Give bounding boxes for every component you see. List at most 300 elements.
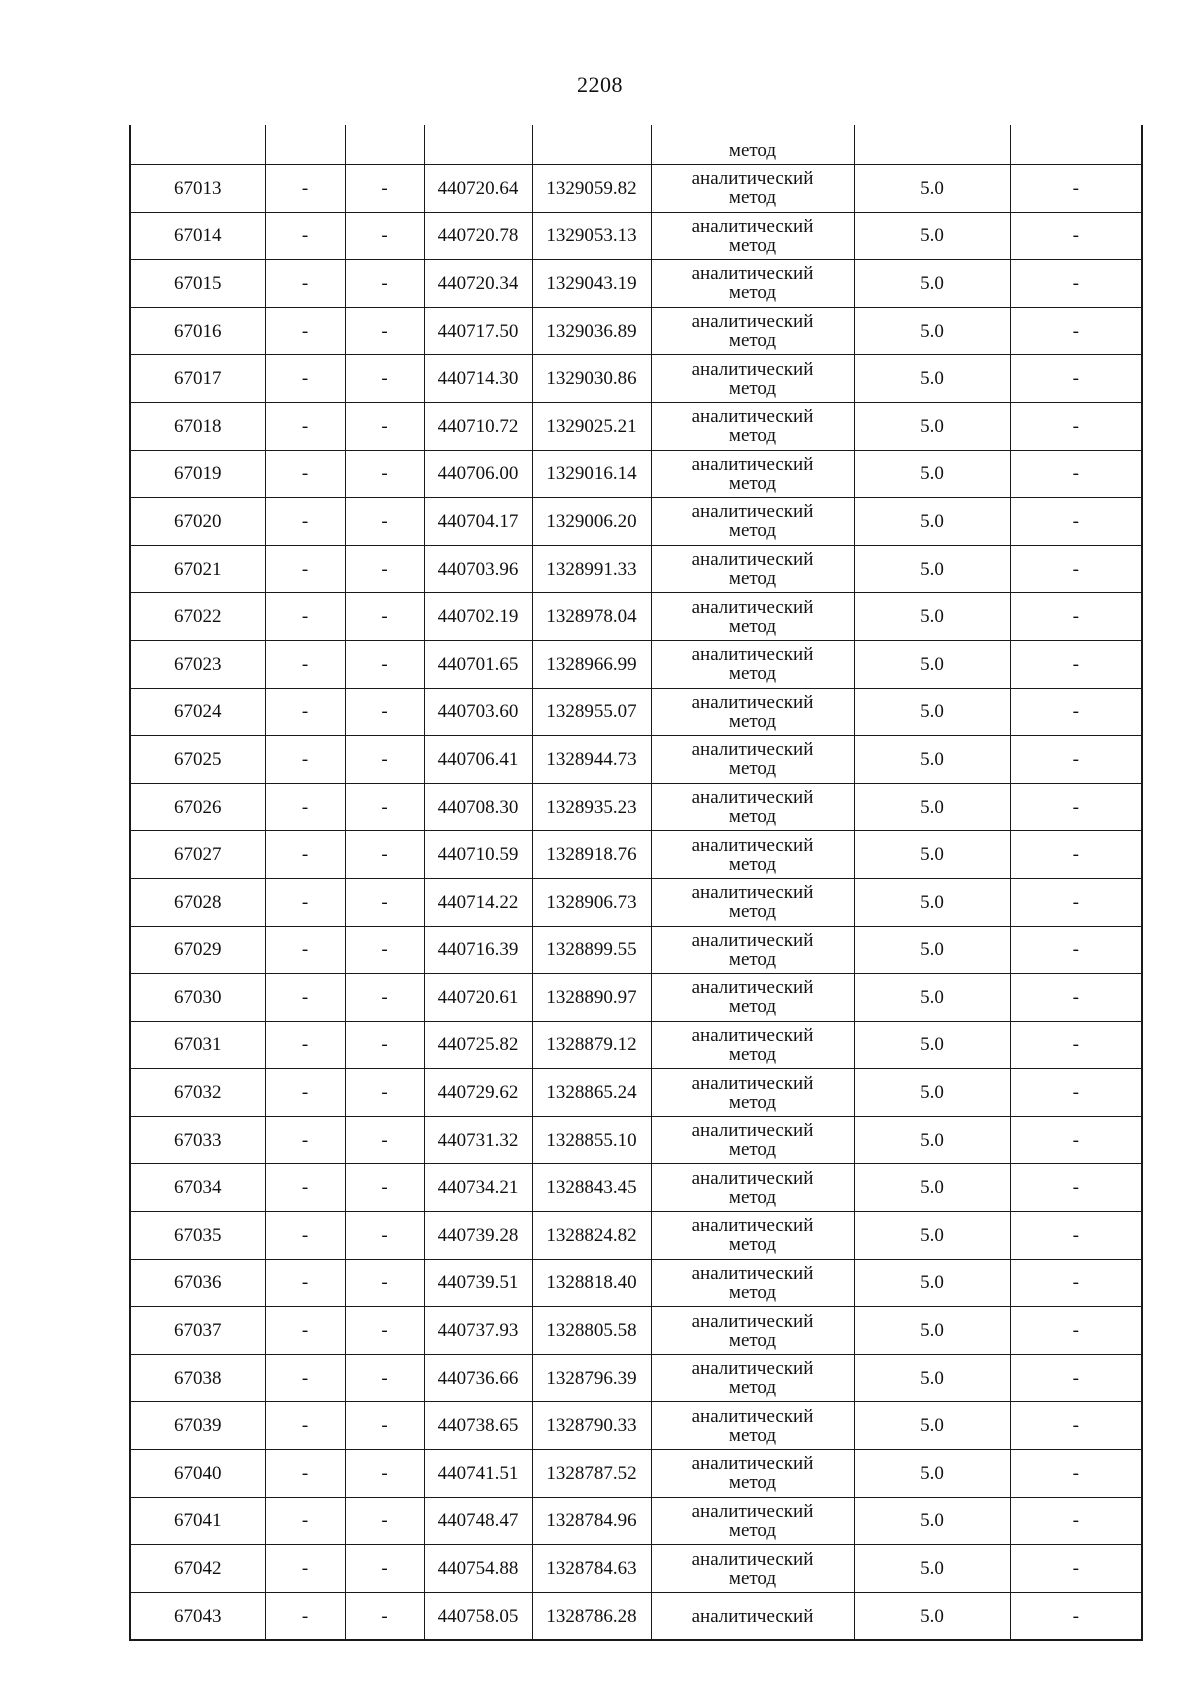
method-line-2: метод <box>728 520 777 542</box>
col2-cell: - <box>265 831 345 879</box>
accuracy-cell: 5.0 <box>854 878 1010 926</box>
col2-cell: - <box>265 1307 345 1355</box>
y-coordinate-cell: 1329059.82 <box>532 165 651 213</box>
method-cell <box>651 688 854 736</box>
y-coordinate-cell: 1328843.45 <box>532 1164 651 1212</box>
x-coordinate-cell: 440748.47 <box>424 1497 532 1545</box>
method-cell <box>651 450 854 498</box>
point-id-cell: 67039 <box>130 1402 265 1450</box>
col8-cell: - <box>1010 1354 1142 1402</box>
method-line-1: аналитический <box>691 168 814 190</box>
table-row <box>130 1164 1142 1212</box>
method-cell <box>651 498 854 546</box>
method-cell <box>651 1116 854 1164</box>
method-cell <box>651 1212 854 1260</box>
table-row <box>130 545 1142 593</box>
method-cell <box>651 1545 854 1593</box>
table-row <box>130 974 1142 1022</box>
table-row <box>130 450 1142 498</box>
table-row <box>130 688 1142 736</box>
y-coordinate-cell: 1328786.28 <box>532 1592 651 1640</box>
table-row <box>130 1497 1142 1545</box>
point-id-cell: 67013 <box>130 165 265 213</box>
point-id-cell: 67019 <box>130 450 265 498</box>
method-cell <box>651 355 854 403</box>
x-coordinate-cell: 440710.72 <box>424 402 532 450</box>
method-line-2: метод <box>728 1234 777 1256</box>
col2-cell: - <box>265 307 345 355</box>
method-line-2: метод <box>728 806 777 828</box>
method-cell <box>651 831 854 879</box>
y-coordinate-cell: 1328818.40 <box>532 1259 651 1307</box>
col3-cell: - <box>345 355 424 403</box>
col8-cell: - <box>1010 498 1142 546</box>
col2-cell: - <box>265 165 345 213</box>
x-coordinate-cell: 440714.30 <box>424 355 532 403</box>
col8-cell: - <box>1010 926 1142 974</box>
accuracy-cell: 5.0 <box>854 1450 1010 1498</box>
point-id-cell: 67032 <box>130 1069 265 1117</box>
point-id-cell: 67022 <box>130 593 265 641</box>
col2-cell: - <box>265 1116 345 1164</box>
col3-cell: - <box>345 1354 424 1402</box>
y-coordinate-cell: 1328784.63 <box>532 1545 651 1593</box>
col2-cell: - <box>265 593 345 641</box>
col8-cell: - <box>1010 1450 1142 1498</box>
method-line-2: метод <box>728 282 777 304</box>
col3-cell: - <box>345 1402 424 1450</box>
x-coordinate-cell: 440703.96 <box>424 545 532 593</box>
method-line-1: аналитический <box>691 1120 814 1142</box>
method-line-2: метод <box>728 758 777 780</box>
table-row <box>130 307 1142 355</box>
col2-cell: - <box>265 1212 345 1260</box>
col2-cell: - <box>265 1545 345 1593</box>
x-coordinate-cell: 440754.88 <box>424 1545 532 1593</box>
col3-cell: - <box>345 1592 424 1640</box>
point-id-cell: 67030 <box>130 974 265 1022</box>
col3-cell: - <box>345 1212 424 1260</box>
col2-cell: - <box>265 736 345 784</box>
point-id-cell: 67014 <box>130 212 265 260</box>
col8-cell: - <box>1010 1402 1142 1450</box>
col2-cell: - <box>265 974 345 1022</box>
accuracy-cell: 5.0 <box>854 165 1010 213</box>
page-number: 2208 <box>577 72 623 97</box>
y-coordinate-cell: 1329025.21 <box>532 402 651 450</box>
accuracy-cell: 5.0 <box>854 783 1010 831</box>
table-row <box>130 212 1142 260</box>
method-line-2: метод <box>728 996 777 1018</box>
col2-cell: - <box>265 402 345 450</box>
point-id-cell: 67031 <box>130 1021 265 1069</box>
method-line-1: аналитический <box>691 1024 814 1046</box>
method-line-1: аналитический <box>691 215 814 237</box>
col8-cell: - <box>1010 783 1142 831</box>
accuracy-cell: 5.0 <box>854 974 1010 1022</box>
table-row <box>130 878 1142 926</box>
point-id-cell: 67020 <box>130 498 265 546</box>
method-line-1: аналитический <box>691 1500 814 1522</box>
accuracy-cell: 5.0 <box>854 260 1010 308</box>
col3-cell: - <box>345 878 424 926</box>
table-row <box>130 736 1142 784</box>
method-cell <box>651 1592 854 1640</box>
point-id-cell: 67040 <box>130 1450 265 1498</box>
col2-cell: - <box>265 1497 345 1545</box>
method-line-2: метод <box>728 1472 777 1494</box>
col2-cell: - <box>265 878 345 926</box>
table-row <box>130 593 1142 641</box>
y-coordinate-cell: 1328790.33 <box>532 1402 651 1450</box>
table-row <box>130 1021 1142 1069</box>
method-cell <box>651 593 854 641</box>
method-line-2: метод <box>728 1139 777 1161</box>
point-id-cell: 67026 <box>130 783 265 831</box>
x-coordinate-cell: 440739.51 <box>424 1259 532 1307</box>
method-line-2: метод <box>728 1043 777 1065</box>
method-line-2: метод <box>728 615 777 637</box>
col2-cell: - <box>265 1021 345 1069</box>
point-id-cell: 67015 <box>130 260 265 308</box>
table-row <box>130 1402 1142 1450</box>
accuracy-cell: 5.0 <box>854 1069 1010 1117</box>
accuracy-cell: 5.0 <box>854 640 1010 688</box>
point-id-cell: 67025 <box>130 736 265 784</box>
y-coordinate-cell: 1328966.99 <box>532 640 651 688</box>
col3-cell: - <box>345 260 424 308</box>
col8-cell: - <box>1010 165 1142 213</box>
col8-cell: - <box>1010 1069 1142 1117</box>
method-line-1: аналитический <box>691 882 814 904</box>
point-id-cell: 67037 <box>130 1307 265 1355</box>
method-cell <box>651 402 854 450</box>
table-row <box>130 1545 1142 1593</box>
x-coordinate-cell: 440741.51 <box>424 1450 532 1498</box>
method-line-2: метод <box>728 948 777 970</box>
point-id-cell: 67024 <box>130 688 265 736</box>
point-id-cell: 67036 <box>130 1259 265 1307</box>
y-coordinate-cell: 1328865.24 <box>532 1069 651 1117</box>
accuracy-cell: 5.0 <box>854 498 1010 546</box>
x-coordinate-cell: 440738.65 <box>424 1402 532 1450</box>
accuracy-cell: 5.0 <box>854 1545 1010 1593</box>
col8-cell: - <box>1010 212 1142 260</box>
col2-cell: - <box>265 1164 345 1212</box>
col3-cell: - <box>345 1259 424 1307</box>
accuracy-cell: 5.0 <box>854 1116 1010 1164</box>
table-row <box>130 498 1142 546</box>
method-line-2: метод <box>728 234 777 256</box>
x-coordinate-cell: 440729.62 <box>424 1069 532 1117</box>
y-coordinate-cell: 1328906.73 <box>532 878 651 926</box>
accuracy-cell: 5.0 <box>854 212 1010 260</box>
x-coordinate-cell: 440702.19 <box>424 593 532 641</box>
x-coordinate-cell: 440758.05 <box>424 1592 532 1640</box>
method-cell <box>651 783 854 831</box>
x-coordinate-cell: 440706.41 <box>424 736 532 784</box>
table-row <box>130 926 1142 974</box>
method-line-1: аналитический <box>691 1358 814 1380</box>
accuracy-cell: 5.0 <box>854 1212 1010 1260</box>
method-cell <box>651 640 854 688</box>
method-line-2: метод <box>728 568 777 590</box>
col8-cell: - <box>1010 450 1142 498</box>
x-coordinate-cell: 440706.00 <box>424 450 532 498</box>
accuracy-cell: 5.0 <box>854 307 1010 355</box>
col3-cell: - <box>345 165 424 213</box>
col3-cell: - <box>345 1021 424 1069</box>
col8-cell: - <box>1010 1164 1142 1212</box>
col8-cell: - <box>1010 1259 1142 1307</box>
method-cell <box>651 1259 854 1307</box>
accuracy-cell: 5.0 <box>854 1402 1010 1450</box>
method-line-2: метод <box>728 853 777 875</box>
x-coordinate-cell: 440737.93 <box>424 1307 532 1355</box>
col2-cell: - <box>265 1402 345 1450</box>
accuracy-cell: 5.0 <box>854 1354 1010 1402</box>
x-coordinate-cell: 440701.65 <box>424 640 532 688</box>
x-coordinate-cell: 440717.50 <box>424 307 532 355</box>
col8-cell: - <box>1010 736 1142 784</box>
y-coordinate-cell: 1329016.14 <box>532 450 651 498</box>
col2-cell: - <box>265 783 345 831</box>
method-line-1: аналитический <box>691 1310 814 1332</box>
method-line-1: аналитический <box>691 1605 814 1627</box>
col8-cell: - <box>1010 260 1142 308</box>
y-coordinate-cell: 1328879.12 <box>532 1021 651 1069</box>
accuracy-cell: 5.0 <box>854 1497 1010 1545</box>
col8-cell: - <box>1010 1497 1142 1545</box>
point-id-cell: 67027 <box>130 831 265 879</box>
x-coordinate-cell: 440720.34 <box>424 260 532 308</box>
col8-cell: - <box>1010 1116 1142 1164</box>
col8-cell: - <box>1010 1307 1142 1355</box>
col2-cell: - <box>265 688 345 736</box>
col8-cell: - <box>1010 1545 1142 1593</box>
table-row <box>130 1450 1142 1498</box>
col3-cell: - <box>345 783 424 831</box>
method-line-1: аналитический <box>691 787 814 809</box>
col8-cell: - <box>1010 545 1142 593</box>
col3-cell: - <box>345 498 424 546</box>
method-line-2: метод <box>728 710 777 732</box>
col2-cell: - <box>265 1259 345 1307</box>
method-cell <box>651 260 854 308</box>
y-coordinate-cell: 1328935.23 <box>532 783 651 831</box>
x-coordinate-cell: 440716.39 <box>424 926 532 974</box>
method-line-1: аналитический <box>691 1072 814 1094</box>
accuracy-cell: 5.0 <box>854 593 1010 641</box>
method-line-2: метод <box>728 330 777 352</box>
col8-cell: - <box>1010 831 1142 879</box>
accuracy-cell: 5.0 <box>854 736 1010 784</box>
method-line-2: метод <box>728 425 777 447</box>
x-coordinate-cell: 440736.66 <box>424 1354 532 1402</box>
col3-cell: - <box>345 593 424 641</box>
y-coordinate-cell: 1329043.19 <box>532 260 651 308</box>
col2-cell: - <box>265 545 345 593</box>
col3-cell: - <box>345 974 424 1022</box>
y-coordinate-cell: 1328899.55 <box>532 926 651 974</box>
col3-cell: - <box>345 1450 424 1498</box>
point-id-cell: 67016 <box>130 307 265 355</box>
method-line-1: аналитический <box>691 644 814 666</box>
method-line-1: аналитический <box>691 834 814 856</box>
col2-cell: - <box>265 498 345 546</box>
table-row <box>130 1116 1142 1164</box>
point-id-cell: 67028 <box>130 878 265 926</box>
point-id-cell: 67017 <box>130 355 265 403</box>
method-line-1: аналитический <box>691 1262 814 1284</box>
method-line-2: метод <box>728 901 777 923</box>
col8-cell: - <box>1010 402 1142 450</box>
point-id-cell: 67018 <box>130 402 265 450</box>
y-coordinate-cell: 1328784.96 <box>532 1497 651 1545</box>
col3-cell: - <box>345 212 424 260</box>
y-coordinate-cell: 1328787.52 <box>532 1450 651 1498</box>
col2-cell: - <box>265 355 345 403</box>
table-row <box>130 402 1142 450</box>
x-coordinate-cell: 440720.64 <box>424 165 532 213</box>
col8-cell: - <box>1010 640 1142 688</box>
table-row <box>130 831 1142 879</box>
y-coordinate-cell: 1329006.20 <box>532 498 651 546</box>
method-cell <box>651 307 854 355</box>
method-line-2: метод <box>728 1091 777 1113</box>
table-row <box>130 1212 1142 1260</box>
method-line-1: аналитический <box>691 1167 814 1189</box>
y-coordinate-cell: 1328796.39 <box>532 1354 651 1402</box>
x-coordinate-cell: 440720.61 <box>424 974 532 1022</box>
point-id-cell: 67034 <box>130 1164 265 1212</box>
method-line-1: аналитический <box>691 1548 814 1570</box>
method-cell <box>651 878 854 926</box>
method-line-2: метод <box>728 187 777 209</box>
col3-cell: - <box>345 307 424 355</box>
method-line-1: аналитический <box>691 929 814 951</box>
col3-cell: - <box>345 1545 424 1593</box>
point-id-cell: 67033 <box>130 1116 265 1164</box>
point-id-cell: 67043 <box>130 1592 265 1640</box>
x-coordinate-cell: 440731.32 <box>424 1116 532 1164</box>
method-cell <box>651 1402 854 1450</box>
y-coordinate-cell: 1328824.82 <box>532 1212 651 1260</box>
y-coordinate-cell: 1328890.97 <box>532 974 651 1022</box>
point-id-cell: 67023 <box>130 640 265 688</box>
method-line-1: аналитический <box>691 739 814 761</box>
col8-cell: - <box>1010 688 1142 736</box>
col2-cell: - <box>265 450 345 498</box>
method-cell: метод <box>651 125 854 165</box>
col2-cell: - <box>265 1069 345 1117</box>
col3-cell: - <box>345 402 424 450</box>
table-row <box>130 1354 1142 1402</box>
x-coordinate-cell: 440725.82 <box>424 1021 532 1069</box>
method-line-2: метод <box>728 663 777 685</box>
table-row <box>130 783 1142 831</box>
method-line-2: метод <box>728 1567 777 1589</box>
point-id-cell: 67038 <box>130 1354 265 1402</box>
col2-cell: - <box>265 926 345 974</box>
y-coordinate-cell: 1328955.07 <box>532 688 651 736</box>
point-id-cell: 67029 <box>130 926 265 974</box>
method-line-1: аналитический <box>691 691 814 713</box>
method-cell <box>651 1497 854 1545</box>
method-cell <box>651 926 854 974</box>
method-cell <box>651 1164 854 1212</box>
accuracy-cell: 5.0 <box>854 1307 1010 1355</box>
col8-cell: - <box>1010 878 1142 926</box>
y-coordinate-cell: 1328978.04 <box>532 593 651 641</box>
accuracy-cell: 5.0 <box>854 1164 1010 1212</box>
y-coordinate-cell: 1329053.13 <box>532 212 651 260</box>
table-row <box>130 165 1142 213</box>
x-coordinate-cell: 440734.21 <box>424 1164 532 1212</box>
method-line-1: аналитический <box>691 263 814 285</box>
method-cell <box>651 736 854 784</box>
table-row <box>130 355 1142 403</box>
method-cell <box>651 1021 854 1069</box>
col2-cell: - <box>265 640 345 688</box>
method-cell <box>651 1307 854 1355</box>
y-coordinate-cell: 1328991.33 <box>532 545 651 593</box>
method-line-1: аналитический <box>691 406 814 428</box>
method-line-2: метод <box>728 1424 777 1446</box>
col3-cell: - <box>345 1069 424 1117</box>
y-coordinate-cell: 1328944.73 <box>532 736 651 784</box>
col8-cell: - <box>1010 307 1142 355</box>
method-line-2: метод <box>728 472 777 494</box>
method-line-1: аналитический <box>691 358 814 380</box>
y-coordinate-cell: 1328855.10 <box>532 1116 651 1164</box>
col3-cell: - <box>345 926 424 974</box>
method-cell <box>651 212 854 260</box>
x-coordinate-cell: 440703.60 <box>424 688 532 736</box>
accuracy-cell: 5.0 <box>854 926 1010 974</box>
method-line-2: метод <box>728 1377 777 1399</box>
col3-cell: - <box>345 831 424 879</box>
x-coordinate-cell: 440704.17 <box>424 498 532 546</box>
method-cell <box>651 1354 854 1402</box>
coordinates-table <box>129 125 1143 1641</box>
col8-cell: - <box>1010 1592 1142 1640</box>
method-line-2: метод <box>728 1186 777 1208</box>
table-row <box>130 1069 1142 1117</box>
col2-cell: - <box>265 260 345 308</box>
point-id-cell: 67035 <box>130 1212 265 1260</box>
y-coordinate-cell: 1329036.89 <box>532 307 651 355</box>
method-cell <box>651 165 854 213</box>
col3-cell: - <box>345 450 424 498</box>
method-line-2: метод <box>728 1519 777 1541</box>
col3-cell: - <box>345 1164 424 1212</box>
x-coordinate-cell: 440714.22 <box>424 878 532 926</box>
col3-cell: - <box>345 1116 424 1164</box>
accuracy-cell: 5.0 <box>854 831 1010 879</box>
table-row-continued <box>130 125 1142 165</box>
col3-cell: - <box>345 640 424 688</box>
method-line-1: аналитический <box>691 1453 814 1475</box>
col2-cell: - <box>265 1592 345 1640</box>
accuracy-cell: 5.0 <box>854 355 1010 403</box>
table-row <box>130 1259 1142 1307</box>
point-id-cell: 67041 <box>130 1497 265 1545</box>
accuracy-cell: 5.0 <box>854 545 1010 593</box>
col3-cell: - <box>345 688 424 736</box>
col8-cell: - <box>1010 355 1142 403</box>
method-line-1: аналитический <box>691 501 814 523</box>
